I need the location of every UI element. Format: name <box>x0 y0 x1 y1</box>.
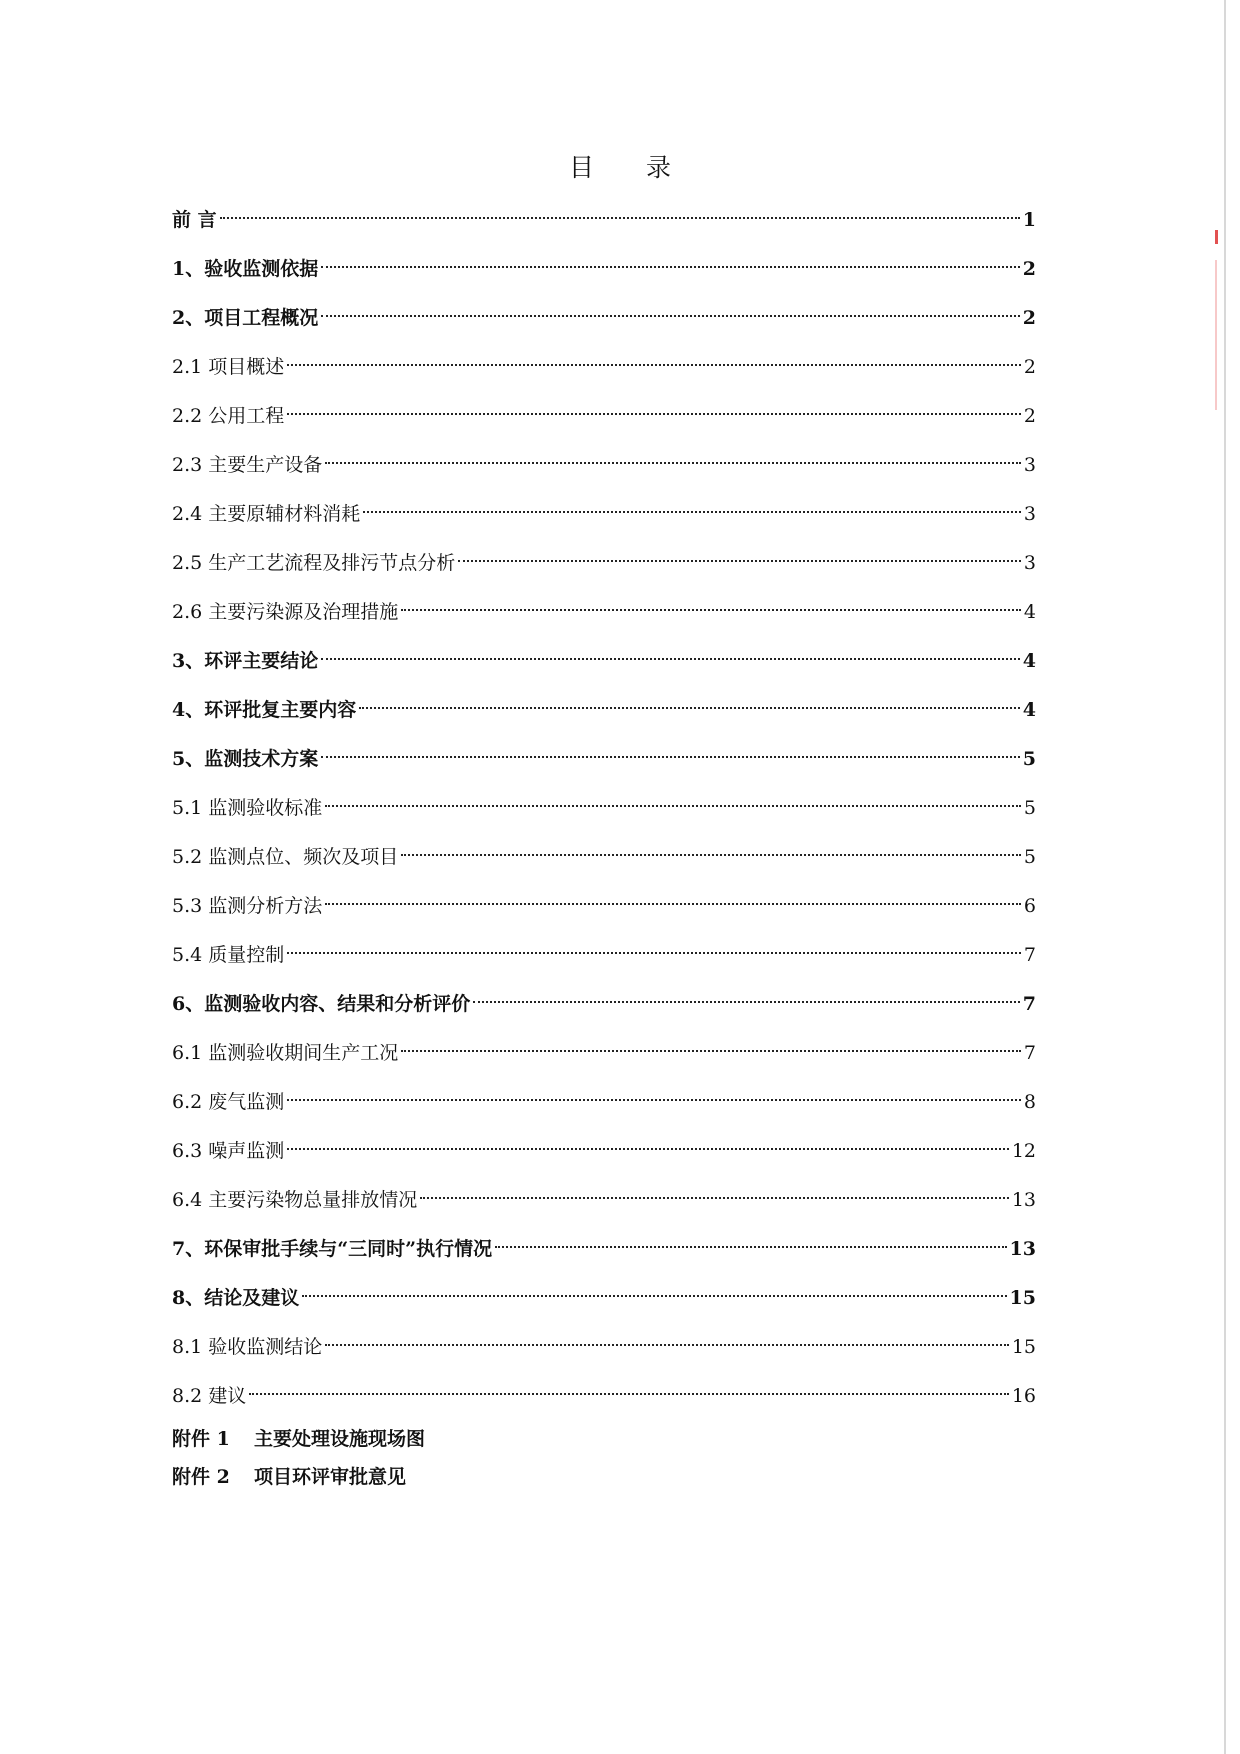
toc-entry-label: 2.4 主要原辅材料消耗 <box>172 503 361 525</box>
toc-entry-page-number: 6 <box>1023 895 1036 917</box>
dot-leader <box>401 609 1021 611</box>
annex-text: 项目环评审批意见 <box>254 1466 407 1488</box>
toc-entry-page-number: 2 <box>1023 356 1036 378</box>
dot-leader <box>287 1099 1021 1101</box>
dot-leader <box>401 1050 1021 1052</box>
toc-entry-label: 3、环评主要结论 <box>172 650 319 672</box>
toc-entry[interactable] <box>172 1176 1036 1225</box>
dot-leader <box>363 511 1021 513</box>
toc-entry-label: 1、验收监测依据 <box>172 258 319 280</box>
toc-entry[interactable] <box>172 294 1036 343</box>
dot-leader <box>325 805 1021 807</box>
dot-leader <box>287 413 1021 415</box>
dot-leader <box>321 266 1020 268</box>
toc-entry-page-number: 2 <box>1023 405 1036 427</box>
annex-1 <box>172 1424 425 1451</box>
toc-entry[interactable] <box>172 833 1036 882</box>
toc-entry-label: 5.4 质量控制 <box>172 944 285 966</box>
toc-entry[interactable] <box>172 1274 1036 1323</box>
toc-entry-page-number: 4 <box>1022 699 1036 721</box>
toc-entry[interactable] <box>172 1372 1036 1421</box>
toc-entry-label: 2.6 主要污染源及治理措施 <box>172 601 399 623</box>
toc-entry[interactable] <box>172 735 1036 784</box>
toc-entry-label: 4、环评批复主要内容 <box>172 699 357 721</box>
toc-entry-page-number: 2 <box>1022 307 1036 329</box>
toc-entry-page-number: 7 <box>1023 944 1036 966</box>
toc-entry-label: 6.1 监测验收期间生产工况 <box>172 1042 399 1064</box>
dot-leader <box>321 315 1020 317</box>
toc-entry-label: 6.3 噪声监测 <box>172 1140 285 1162</box>
toc-title: 目 录 <box>569 153 693 182</box>
toc-entry-page-number: 7 <box>1022 993 1036 1015</box>
toc-entry-label: 6、监测验收内容、结果和分析评价 <box>172 993 471 1015</box>
toc-entry-label: 2.3 主要生产设备 <box>172 454 323 476</box>
toc-entry-page-number: 5 <box>1023 846 1036 868</box>
red-stamp-mark <box>1214 230 1220 430</box>
annex-label: 附件 1 <box>172 1428 230 1450</box>
toc-entry-page-number: 2 <box>1022 258 1036 280</box>
toc-entry-page-number: 5 <box>1022 748 1036 770</box>
dot-leader <box>302 1295 1006 1297</box>
dot-leader <box>325 903 1021 905</box>
toc-entry[interactable] <box>172 539 1036 588</box>
toc-entry[interactable] <box>172 686 1036 735</box>
dot-leader <box>359 707 1020 709</box>
dot-leader <box>325 462 1021 464</box>
toc-entry-page-number: 13 <box>1009 1238 1036 1260</box>
toc-entry-label: 5、监测技术方案 <box>172 748 319 770</box>
dot-leader <box>321 658 1020 660</box>
dot-leader <box>249 1393 1009 1395</box>
toc-entry-label: 6.4 主要污染物总量排放情况 <box>172 1189 418 1211</box>
toc-entry-page-number: 8 <box>1023 1091 1036 1113</box>
toc-entry-page-number: 4 <box>1022 650 1036 672</box>
toc-entry[interactable] <box>172 1323 1036 1372</box>
toc-entry-page-number: 3 <box>1023 552 1036 574</box>
dot-leader <box>458 560 1021 562</box>
toc-entry[interactable] <box>172 343 1036 392</box>
toc-entry[interactable] <box>172 784 1036 833</box>
toc-entry[interactable] <box>172 490 1036 539</box>
toc-entry[interactable] <box>172 637 1036 686</box>
toc-entry-page-number: 15 <box>1011 1336 1036 1358</box>
dot-leader <box>420 1197 1009 1199</box>
toc-entry-label: 2.1 项目概述 <box>172 356 285 378</box>
toc-entry[interactable] <box>172 980 1036 1029</box>
toc-entry-page-number: 4 <box>1023 601 1036 623</box>
toc-entry[interactable] <box>172 196 1036 245</box>
toc-entry-page-number: 3 <box>1023 503 1036 525</box>
toc-entry-label: 8、结论及建议 <box>172 1287 300 1309</box>
dot-leader <box>401 854 1021 856</box>
dot-leader <box>287 364 1021 366</box>
toc-entry-label: 2、项目工程概况 <box>172 307 319 329</box>
annex-label: 附件 2 <box>172 1466 230 1488</box>
toc-entry[interactable] <box>172 882 1036 931</box>
toc-entry-page-number: 3 <box>1023 454 1036 476</box>
toc-entry-page-number: 1 <box>1022 209 1036 231</box>
toc-entry-page-number: 16 <box>1011 1385 1036 1407</box>
dot-leader <box>473 1001 1020 1003</box>
toc-entry-label: 5.1 监测验收标准 <box>172 797 323 819</box>
dot-leader <box>325 1344 1009 1346</box>
page-edge <box>1224 0 1226 1754</box>
toc-entry-label: 5.3 监测分析方法 <box>172 895 323 917</box>
dot-leader <box>321 756 1020 758</box>
dot-leader <box>287 1148 1009 1150</box>
toc-entry[interactable] <box>172 1029 1036 1078</box>
dot-leader <box>287 952 1021 954</box>
toc-entry-label: 6.2 废气监测 <box>172 1091 285 1113</box>
toc-entry-label: 2.5 生产工艺流程及排污节点分析 <box>172 552 456 574</box>
toc-entry[interactable] <box>172 1127 1036 1176</box>
annex-text: 主要处理设施现场图 <box>254 1428 426 1450</box>
toc-entry-page-number: 15 <box>1009 1287 1036 1309</box>
toc-entry-page-number: 12 <box>1011 1140 1036 1162</box>
dot-leader <box>495 1246 1006 1248</box>
toc-entry[interactable] <box>172 1225 1036 1274</box>
toc-entry[interactable] <box>172 588 1036 637</box>
toc-entry-label: 前 言 <box>172 209 217 231</box>
dot-leader <box>220 217 1020 219</box>
toc-entry-page-number: 5 <box>1023 797 1036 819</box>
toc-entry[interactable] <box>172 441 1036 490</box>
annex-2 <box>172 1462 406 1489</box>
toc-entry-label: 8.1 验收监测结论 <box>172 1336 323 1358</box>
toc-entry[interactable] <box>172 245 1036 294</box>
toc-entry[interactable] <box>172 931 1036 980</box>
toc-entry-label: 5.2 监测点位、频次及项目 <box>172 846 399 868</box>
toc-entry-label: 2.2 公用工程 <box>172 405 285 427</box>
toc-entry[interactable] <box>172 392 1036 441</box>
toc-entry[interactable] <box>172 1078 1036 1127</box>
toc-entry-label: 8.2 建议 <box>172 1385 247 1407</box>
table-of-contents <box>172 196 1036 1421</box>
toc-entry-page-number: 7 <box>1023 1042 1036 1064</box>
toc-entry-page-number: 13 <box>1011 1189 1036 1211</box>
toc-entry-label: 7、环保审批手续与“三同时”执行情况 <box>172 1238 493 1260</box>
